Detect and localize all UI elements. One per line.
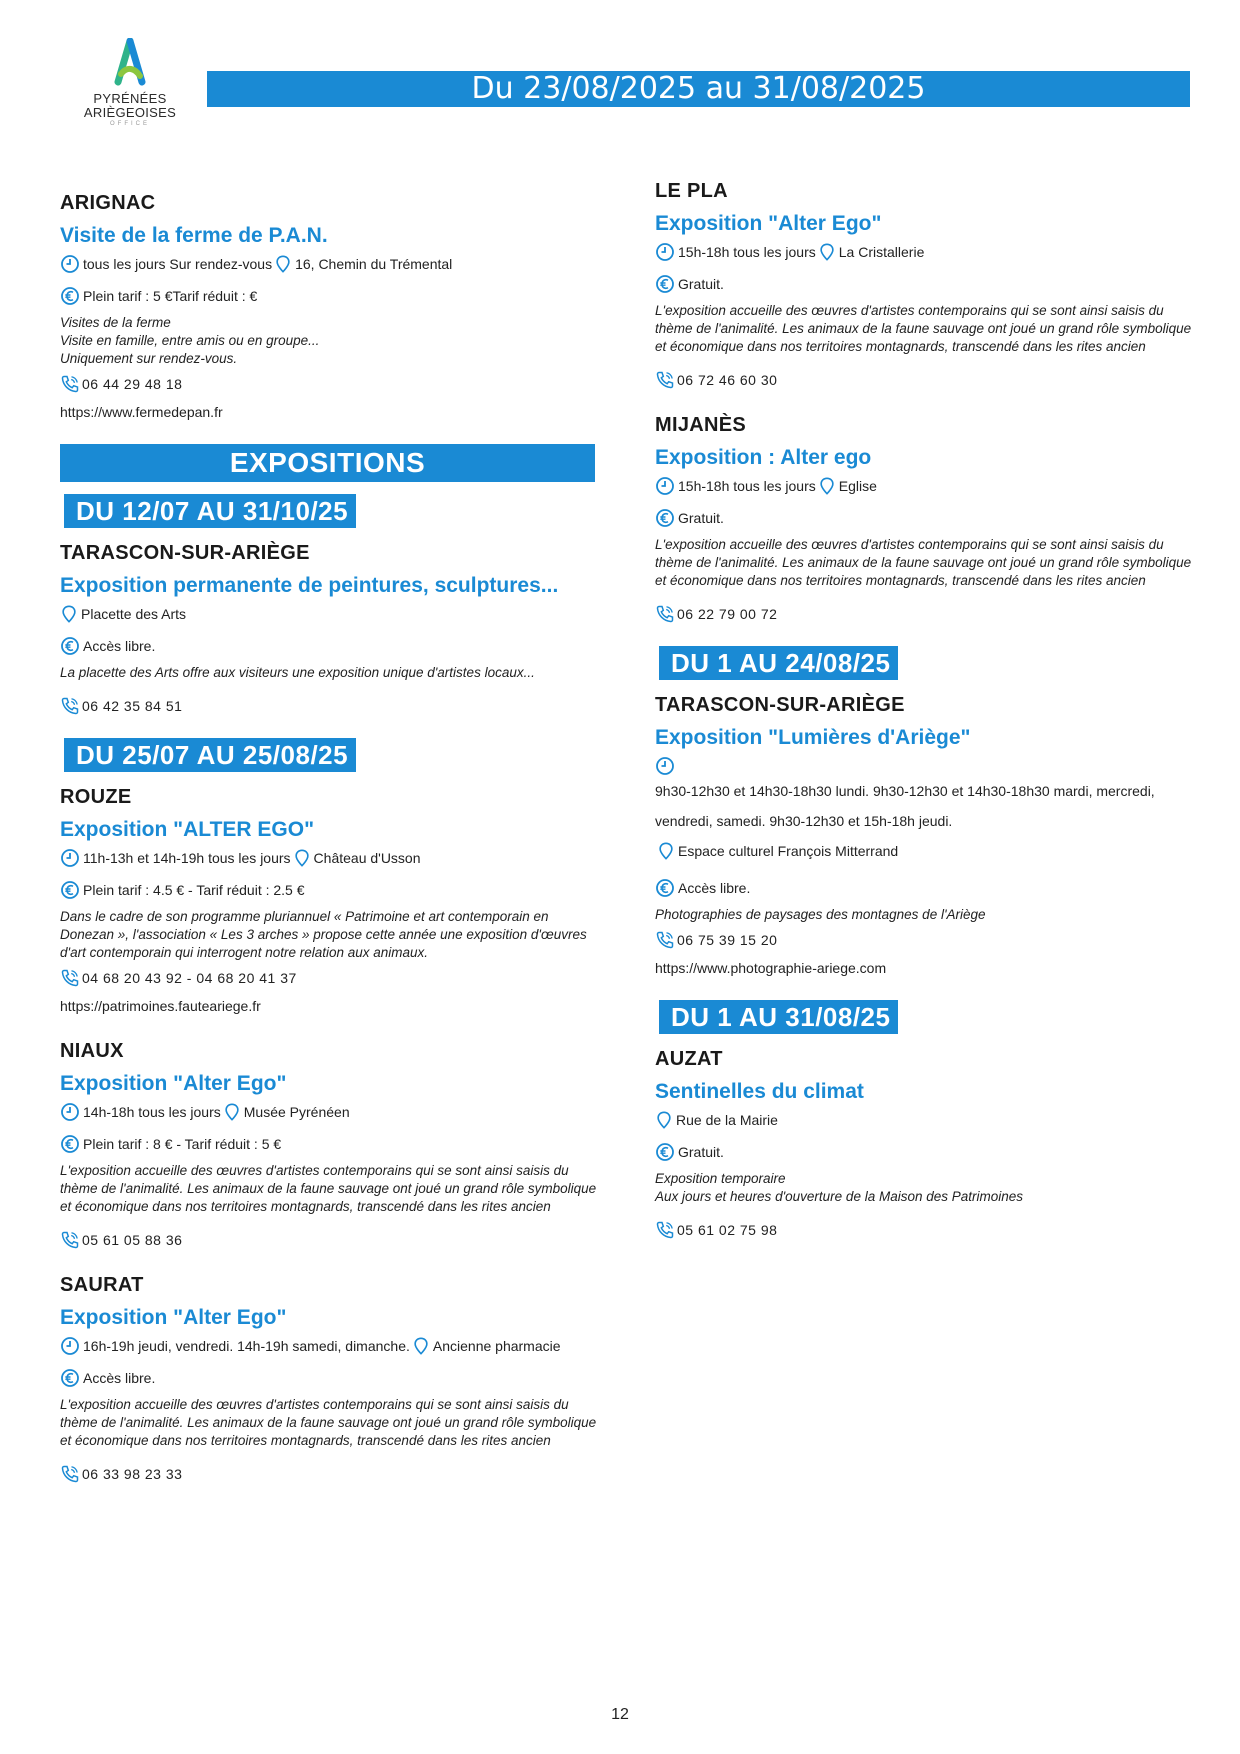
phone-icon	[655, 604, 675, 624]
event-url[interactable]: https://www.photographie-ariege.com	[655, 960, 887, 976]
phone-text: 06 75 39 15 20	[677, 932, 778, 948]
date-range-banner: Du 23/08/2025 au 31/08/2025	[207, 71, 1190, 107]
schedule-text: 16h-19h jeudi, vendredi. 14h-19h samedi, dimanche.	[83, 1338, 410, 1354]
clock-icon	[655, 476, 675, 496]
event-description: Photographies de paysages des montagnes de l'Ariège	[655, 907, 986, 922]
date-tag: DU 25/07 AU 25/08/25	[64, 738, 356, 772]
schedule-text: 15h-18h tous les jours	[678, 478, 816, 494]
event-title: Exposition "Alter Ego"	[655, 212, 882, 235]
price-text: Gratuit.	[678, 510, 724, 526]
event-schedule	[60, 1336, 600, 1356]
clock-icon	[60, 1336, 80, 1356]
event-schedule	[60, 1102, 600, 1122]
event-location	[657, 836, 898, 866]
price-text: Accès libre.	[678, 880, 751, 896]
event-phone[interactable]	[60, 374, 600, 394]
euro-icon	[60, 1134, 80, 1154]
event-phone[interactable]	[655, 370, 1195, 390]
location-text: Rue de la Mairie	[676, 1112, 778, 1128]
location-pin-icon	[274, 254, 292, 274]
event-price	[60, 880, 600, 900]
event-mijanes	[655, 412, 1195, 624]
town-name: AUZAT	[655, 1048, 723, 1070]
location-text: Musée Pyrénéen	[243, 1104, 350, 1120]
section-banner: EXPOSITIONS	[60, 444, 595, 482]
event-description: Visite en famille, entre amis ou en groupe...	[60, 333, 320, 348]
town-name: MIJANÈS	[655, 414, 747, 436]
event-price	[60, 1368, 600, 1388]
event-saurat	[60, 1272, 600, 1484]
phone-icon	[655, 930, 675, 950]
price-text: Gratuit.	[678, 1144, 724, 1160]
location-pin-icon	[60, 604, 78, 624]
phone-icon	[60, 696, 80, 716]
phone-icon	[60, 374, 80, 394]
schedule-text: 14h-18h tous les jours	[83, 1104, 221, 1120]
event-title: Visite de la ferme de P.A.N.	[60, 224, 328, 247]
event-location	[818, 476, 877, 496]
town-name: SAURAT	[60, 1274, 144, 1296]
phone-icon	[60, 968, 80, 988]
event-location	[412, 1336, 561, 1356]
phone-icon	[655, 370, 675, 390]
clock-icon	[60, 848, 80, 868]
event-phone[interactable]	[60, 968, 600, 988]
town-name: ARIGNAC	[60, 192, 156, 214]
price-text: Accès libre.	[83, 638, 156, 654]
event-description: Uniquement sur rendez-vous.	[60, 351, 238, 366]
event-url[interactable]: https://patrimoines.fauteariege.fr	[60, 998, 261, 1014]
price-text: Plein tarif : 4.5 € - Tarif réduit : 2.5 €	[83, 882, 305, 898]
event-le-pla	[655, 178, 1195, 390]
event-location	[274, 254, 452, 274]
event-title: Exposition "Lumières d'Ariège"	[655, 726, 971, 749]
euro-icon	[655, 878, 675, 898]
event-description: Dans le cadre de son programme pluriannuel « Patrimoine et art contemporain en Donezan », l'association « Les 3 arches » propose cette année une exposition d'œuvres d'art contemporain qui interrogent notre relation aux animaux.	[60, 909, 587, 960]
event-description: L'exposition accueille des œuvres d'artistes contemporains qui se sont ainsi saisis du thème de l'animalité. Les animaux de la faune sauvage ont joué un grand rôle symbolique et économique dans nos territoires montagnards, transcendé dans les rites ancien	[655, 303, 1192, 354]
euro-icon	[655, 508, 675, 528]
town-name: LE PLA	[655, 180, 728, 202]
event-title: Exposition "Alter Ego"	[60, 1072, 287, 1095]
phone-text: 06 42 35 84 51	[82, 698, 183, 714]
event-phone[interactable]	[655, 930, 1195, 950]
event-price	[60, 1134, 600, 1154]
event-schedule	[655, 242, 1195, 262]
location-pin-icon	[412, 1336, 430, 1356]
event-tarascon-lumieres	[655, 692, 1195, 978]
event-location	[223, 1102, 350, 1122]
event-location	[818, 242, 925, 262]
euro-icon	[60, 880, 80, 900]
event-phone[interactable]	[60, 696, 600, 716]
event-location	[293, 848, 421, 868]
phone-text: 06 33 98 23 33	[82, 1466, 183, 1482]
event-title: Exposition permanente de peintures, sculptures...	[60, 574, 559, 597]
event-price	[655, 508, 1195, 528]
location-pin-icon	[655, 1110, 673, 1130]
phone-text: 04 68 20 43 92 - 04 68 20 41 37	[82, 970, 297, 986]
phone-text: 06 22 79 00 72	[677, 606, 778, 622]
date-tag: DU 1 AU 31/08/25	[659, 1000, 898, 1034]
price-text: Plein tarif : 8 € - Tarif réduit : 5 €	[83, 1136, 282, 1152]
location-text: Espace culturel François Mitterrand	[678, 843, 899, 859]
event-description: L'exposition accueille des œuvres d'artistes contemporains qui se sont ainsi saisis du thème de l'animalité. Les animaux de la faune sauvage ont joué un grand rôle symbolique et économique dans nos territoires montagnards, transcendé dans les rites ancien	[655, 537, 1192, 588]
location-pin-icon	[657, 841, 675, 861]
event-schedule	[655, 476, 1195, 496]
euro-icon	[655, 1142, 675, 1162]
location-text: Eglise	[838, 478, 877, 494]
price-text: Gratuit.	[678, 276, 724, 292]
clock-icon	[655, 756, 675, 776]
event-price	[655, 274, 1195, 294]
logo	[60, 38, 200, 128]
event-schedule	[60, 848, 600, 868]
clock-icon	[60, 254, 80, 274]
town-name: TARASCON-SUR-ARIÈGE	[655, 694, 905, 716]
location-text: Ancienne pharmacie	[432, 1338, 561, 1354]
logo-text-line1: PYRÉNÉES	[93, 91, 167, 106]
price-text: Plein tarif : 5 €Tarif réduit : €	[83, 288, 258, 304]
logo-text-line2: ARIÈGEOISES	[83, 105, 177, 120]
event-price	[60, 636, 600, 656]
schedule-text: 9h30-12h30 et 14h30-18h30 lundi. 9h30-12h30 et 14h30-18h30 mardi, mercredi, vendredi, samedi. 9h30-12h30 et 15h-18h jeudi.	[655, 783, 1155, 829]
event-description: Aux jours et heures d'ouverture de la Maison des Patrimoines	[655, 1189, 1024, 1204]
event-price	[60, 286, 600, 306]
date-tag: DU 1 AU 24/08/25	[659, 646, 898, 680]
event-phone[interactable]	[655, 604, 1195, 624]
location-text: 16, Chemin du Trémental	[295, 256, 453, 272]
schedule-text: tous les jours Sur rendez-vous	[83, 256, 273, 272]
event-title: Exposition : Alter ego	[655, 446, 872, 469]
location-pin-icon	[818, 242, 836, 262]
right-column	[655, 178, 1195, 1262]
town-name: ROUZE	[60, 786, 132, 808]
logo-text-line3: OFFICE	[110, 121, 150, 127]
event-niaux	[60, 1038, 600, 1250]
phone-text: 06 44 29 48 18	[82, 376, 183, 392]
event-title: Exposition "ALTER EGO"	[60, 818, 315, 841]
event-title: Sentinelles du climat	[655, 1080, 864, 1103]
phone-text: 05 61 05 88 36	[82, 1232, 183, 1248]
event-url[interactable]: https://www.fermedepan.fr	[60, 404, 223, 420]
event-phone[interactable]	[60, 1464, 600, 1484]
phone-icon	[60, 1464, 80, 1484]
phone-text: 05 61 02 75 98	[677, 1222, 778, 1238]
town-name: NIAUX	[60, 1040, 124, 1062]
euro-icon	[655, 274, 675, 294]
event-description: L'exposition accueille des œuvres d'artistes contemporains qui se sont ainsi saisis du thème de l'animalité. Les animaux de la faune sauvage ont joué un grand rôle symbolique et économique dans nos territoires montagnards, transcendé dans les rites ancien	[60, 1397, 597, 1448]
clock-icon	[60, 1102, 80, 1122]
event-title: Exposition "Alter Ego"	[60, 1306, 287, 1329]
date-tag: DU 12/07 AU 31/10/25	[64, 494, 356, 528]
event-phone[interactable]	[60, 1230, 600, 1250]
phone-icon	[60, 1230, 80, 1250]
event-arignac	[60, 190, 600, 422]
event-location	[655, 1110, 1195, 1130]
event-description: La placette des Arts offre aux visiteurs une exposition unique d'artistes locaux...	[60, 665, 535, 680]
location-text: Placette des Arts	[81, 606, 187, 622]
event-schedule	[60, 254, 600, 274]
phone-text: 06 72 46 60 30	[677, 372, 778, 388]
phone-icon	[655, 1220, 675, 1240]
euro-icon	[60, 1368, 80, 1388]
euro-icon	[60, 636, 80, 656]
logo-mark-icon	[110, 38, 150, 90]
schedule-text: 11h-13h et 14h-19h tous les jours	[83, 850, 291, 866]
euro-icon	[60, 286, 80, 306]
location-pin-icon	[293, 848, 311, 868]
event-description: Exposition temporaire	[655, 1171, 786, 1186]
event-phone[interactable]	[655, 1220, 1195, 1240]
location-pin-icon	[223, 1102, 241, 1122]
schedule-text: 15h-18h tous les jours	[678, 244, 816, 260]
price-text: Accès libre.	[83, 1370, 156, 1386]
location-pin-icon	[818, 476, 836, 496]
clock-icon	[655, 242, 675, 262]
location-text: Château d'Usson	[313, 850, 421, 866]
event-price	[655, 878, 1195, 898]
event-description: L'exposition accueille des œuvres d'artistes contemporains qui se sont ainsi saisis du thème de l'animalité. Les animaux de la faune sauvage ont joué un grand rôle symbolique et économique dans nos territoires montagnards, transcendé dans les rites ancien	[60, 1163, 597, 1214]
event-price	[655, 1142, 1195, 1162]
event-schedule	[655, 756, 1195, 866]
event-auzat	[655, 1046, 1195, 1240]
town-name: TARASCON-SUR-ARIÈGE	[60, 542, 310, 564]
left-column	[60, 190, 600, 1506]
event-location	[60, 604, 600, 624]
event-description: Visites de la ferme	[60, 315, 171, 330]
event-rouze	[60, 784, 600, 1016]
event-tarascon	[60, 540, 600, 716]
page-number: 12	[611, 1706, 629, 1723]
location-text: La Cristallerie	[838, 244, 925, 260]
